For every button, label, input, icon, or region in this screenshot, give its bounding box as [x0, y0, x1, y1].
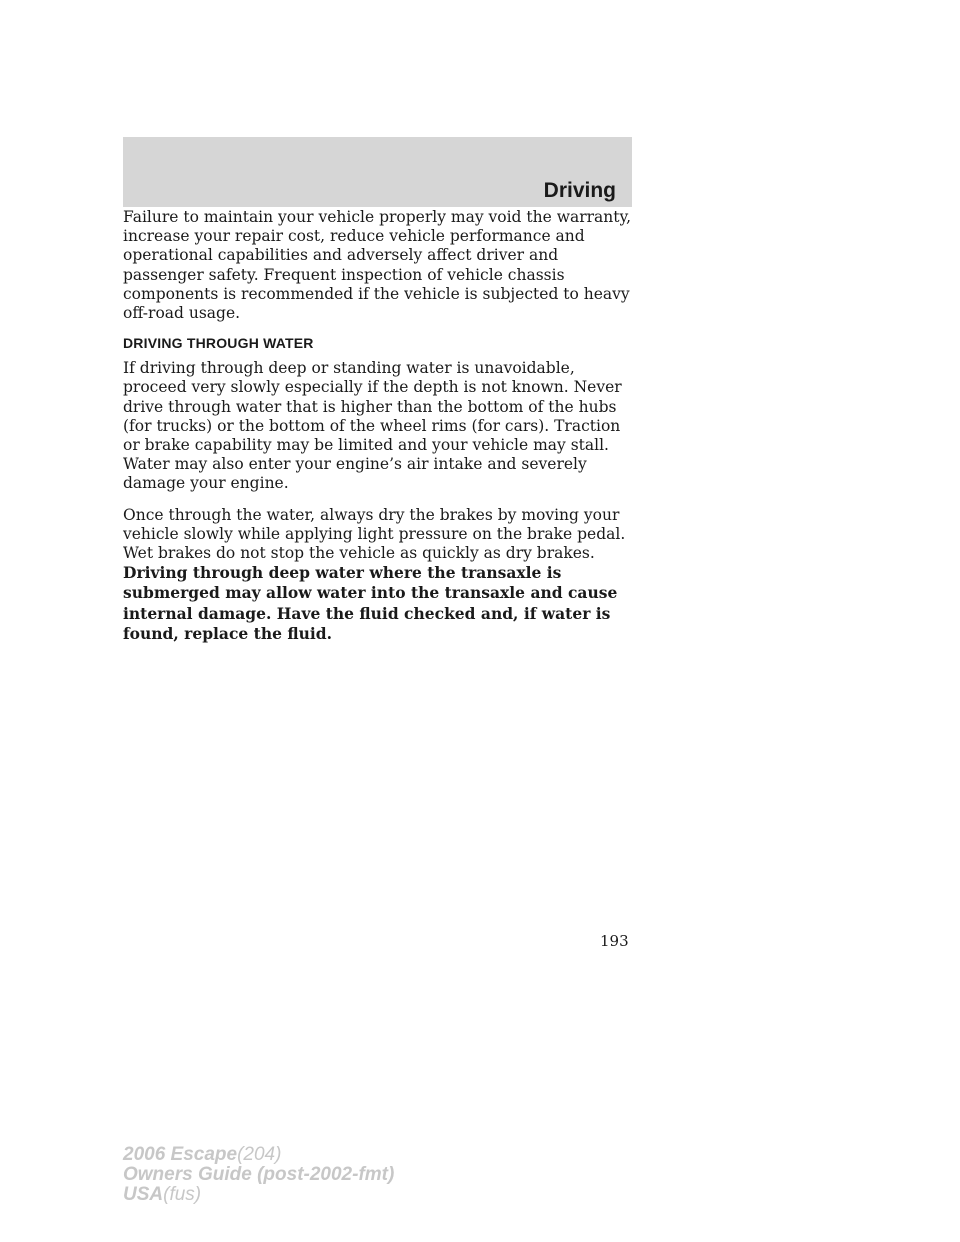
paragraph-maintenance: Failure to maintain your vehicle properly may void the warranty, increase your repair cost, reduce vehicle performance and operational capabilities and adversely affect driver and passenger safety. Frequent inspection of vehicle chassis components is recommended if the vehicle is subjected to heavy off-road usage.: [123, 208, 632, 323]
paragraph-dry-brakes: [123, 506, 635, 644]
page-content: [123, 208, 635, 656]
footer-line-3: [123, 1185, 394, 1205]
paragraph-deep-water: If driving through deep or standing water is unavoidable, proceed very slowly especially if the depth is not known. Never drive through water that is higher than the bottom of the hubs (for trucks) or the bottom of the wheel rims (for cars). Traction or brake capability may be limited and your vehicle may stall. Water may also enter your engine’s air intake and severely damage your engine.: [123, 359, 622, 493]
dry-brakes-text: Once through the water, always dry the brakes by moving your vehicle slowly while applying light pressure on the brake pedal. Wet brakes do not stop the vehicle as quickly as dry brakes.: [123, 505, 626, 563]
document-footer: [123, 1145, 394, 1205]
footer-model: 2006 Escape: [123, 1144, 238, 1165]
heading-driving-through-water: DRIVING THROUGH WATER: [123, 335, 314, 352]
transaxle-warning: Driving through deep water where the transaxle is submerged may allow water into the transaxle and cause internal damage. Have the fluid checked and, if water is found, replace the fluid.: [123, 563, 618, 643]
footer-line-2: Owners Guide (post-2002-fmt): [123, 1164, 395, 1185]
section-title: Driving: [543, 179, 616, 202]
footer-market: USA: [123, 1184, 164, 1205]
footer-market-code: (fus): [163, 1184, 202, 1205]
section-header-band: [123, 137, 632, 207]
footer-line-1: [123, 1145, 394, 1165]
page-number: 193: [600, 932, 629, 950]
footer-model-code: (204): [237, 1144, 282, 1165]
